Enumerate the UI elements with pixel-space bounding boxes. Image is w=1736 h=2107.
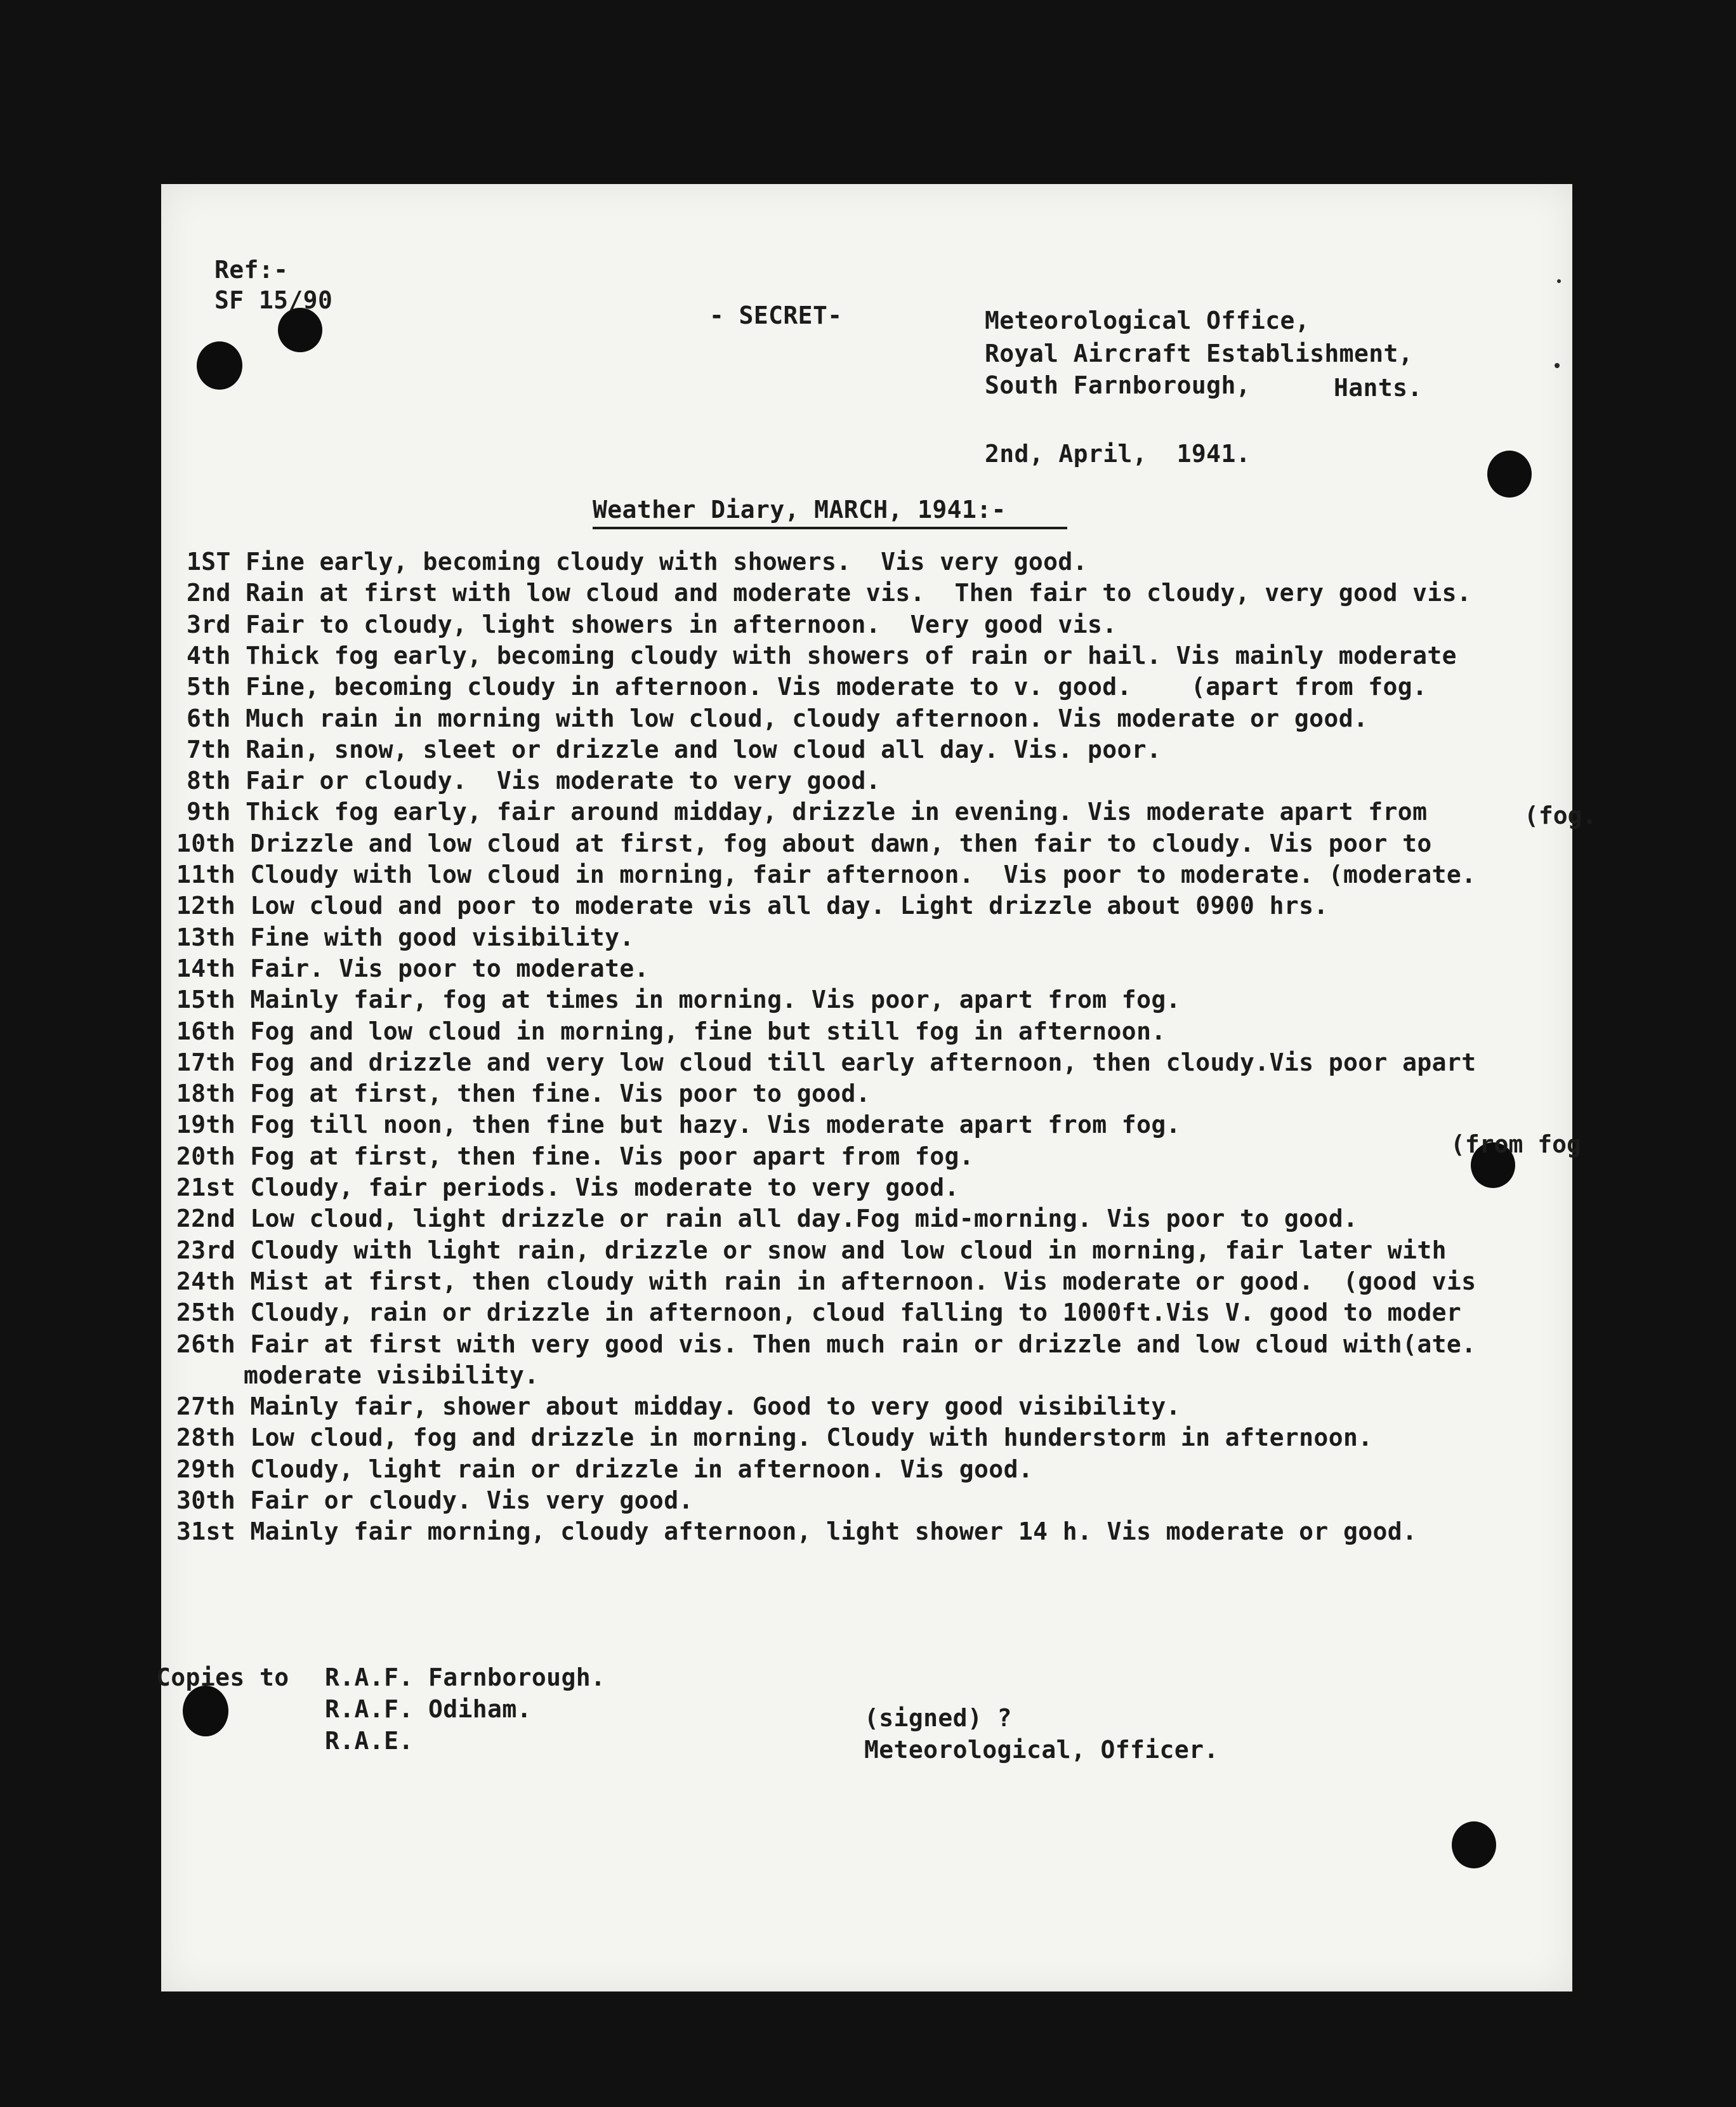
- copies-recipient: R.A.E.: [325, 1727, 414, 1755]
- diary-text: Low cloud and poor to moderate vis all day. Light drizzle about 0900 hrs.: [250, 892, 1329, 920]
- diary-text: Fog at first, then fine. Vis poor to good.: [250, 1080, 871, 1107]
- diary-text: Fair. Vis poor to moderate.: [250, 954, 649, 982]
- diary-text: Fine with good visibility.: [250, 923, 635, 951]
- diary-text: Mainly fair morning, cloudy afternoon, light shower 14 h. Vis moderate or good.: [250, 1517, 1417, 1545]
- diary-text: Low cloud, fog and drizzle in morning. Cloudy with hunderstorm in afternoon.: [250, 1423, 1373, 1451]
- diary-text: Fair to cloudy, light showers in afternoon. Very good vis.: [246, 611, 1117, 638]
- diary-day: 12th: [176, 892, 236, 920]
- copies-recipient: R.A.F. Odiham.: [325, 1695, 532, 1723]
- diary-entry: [176, 1144, 974, 1168]
- diary-text: Much rain in morning with low cloud, cloudy afternoon. Vis moderate or good.: [246, 704, 1369, 732]
- diary-day: 22nd: [176, 1205, 236, 1232]
- diary-text: Mainly fair, fog at times in morning. Vis poor, apart from fog.: [250, 986, 1181, 1014]
- address-line-2: Royal Aircraft Establishment,: [985, 340, 1414, 367]
- diary-entry: [176, 1332, 1476, 1356]
- diary-entry: [176, 862, 1476, 887]
- address-line-3-county: Hants.: [1334, 374, 1423, 402]
- diary-day: 16th: [176, 1017, 236, 1045]
- diary-day: 17th: [176, 1048, 236, 1076]
- diary-text: Fair or cloudy. Vis moderate to very good.: [246, 767, 881, 795]
- signature-title: Meteorological, Officer.: [864, 1736, 1219, 1764]
- diary-entry: [176, 1206, 1358, 1231]
- diary-text: Fog at first, then fine. Vis poor apart from fog.: [250, 1142, 975, 1170]
- diary-text: Mainly fair, shower about midday. Good to very good visibility.: [250, 1392, 1181, 1420]
- diary-text: Thick fog early, becoming cloudy with showers of rain or hail. Vis mainly moderate: [246, 642, 1457, 670]
- diary-entry: [176, 1488, 694, 1512]
- diary-text: Cloudy, fair periods. Vis moderate to very good.: [250, 1173, 959, 1201]
- diary-day: 5th: [187, 673, 231, 701]
- copies-label: Copies to: [156, 1663, 289, 1691]
- diary-entry: [176, 1394, 1181, 1418]
- diary-entry: [244, 1363, 539, 1387]
- diary-day: 21st: [176, 1173, 236, 1201]
- signature-mark: (signed) ?: [864, 1704, 1012, 1732]
- address-line-3-town: South Farnborough,: [985, 371, 1251, 399]
- address-line-1: Meteorological Office,: [985, 307, 1310, 334]
- diary-day: 28th: [176, 1423, 236, 1451]
- diary-entry: [176, 1425, 1373, 1450]
- diary-text: Fog till noon, then fine but hazy. Vis moderate apart from fog.: [250, 1111, 1181, 1139]
- diary-day: 2nd: [187, 579, 231, 607]
- diary-text: Fine early, becoming cloudy with showers. Vis very good.: [246, 548, 1088, 576]
- diary-entry: [176, 956, 649, 981]
- diary-entry: [187, 612, 1117, 637]
- letter-date: 2nd, April, 1941.: [985, 440, 1251, 468]
- diary-day: 4th: [187, 642, 231, 670]
- diary-day: 13th: [176, 923, 236, 951]
- diary-day: 10th: [176, 829, 236, 857]
- diary-entry: [176, 1050, 1476, 1074]
- diary-entry: [176, 1081, 871, 1106]
- diary-day: 24th: [176, 1267, 236, 1295]
- diary-day: 11th: [176, 861, 236, 888]
- diary-entry: [176, 987, 1181, 1012]
- diary-entry: [187, 675, 1427, 699]
- diary-text: Fog and low cloud in morning, fine but still fog in afternoon.: [250, 1017, 1166, 1045]
- diary-text: Drizzle and low cloud at first, fog about dawn, then fair to cloudy. Vis poor to: [250, 829, 1432, 857]
- diary-text: Low cloud, light drizzle or rain all day.Fog mid-morning. Vis poor to good.: [250, 1205, 1358, 1232]
- diary-day: 9th: [187, 798, 231, 826]
- diary-entry: [176, 1457, 1033, 1481]
- diary-entry: [176, 831, 1432, 855]
- diary-text: Fine, becoming cloudy in afternoon. Vis moderate to v. good. (apart from fog.: [246, 673, 1428, 701]
- diary-text: Fog and drizzle and very low cloud till early afternoon, then cloudy.Vis poor apart: [250, 1048, 1476, 1076]
- diary-text: Fair at first with very good vis. Then much rain or drizzle and low cloud with(ate.: [250, 1330, 1476, 1358]
- diary-entry: [176, 1019, 1166, 1043]
- diary-day: 8th: [187, 767, 231, 795]
- diary-day: 3rd: [187, 611, 231, 638]
- diary-entry: [176, 894, 1329, 918]
- diary-text: Fair or cloudy. Vis very good.: [250, 1486, 694, 1514]
- ref-label: Ref:-: [214, 256, 289, 284]
- page-title: Weather Diary, MARCH, 1941:-: [593, 496, 1006, 524]
- diary-day: 29th: [176, 1455, 236, 1483]
- diary-day: 1ST: [187, 548, 231, 576]
- diary-day: 15th: [176, 986, 236, 1014]
- diary-day: 18th: [176, 1080, 236, 1107]
- document-page: [156, 184, 1597, 1991]
- diary-entry: [176, 1269, 1476, 1293]
- diary-text: Cloudy with light rain, drizzle or snow and low cloud in morning, fair later with: [250, 1236, 1447, 1264]
- diary-day: 27th: [176, 1392, 236, 1420]
- classification-mark: - SECRET-: [709, 301, 843, 329]
- diary-day: 6th: [187, 704, 231, 732]
- diary-day: 20th: [176, 1142, 236, 1170]
- diary-day: 25th: [176, 1298, 236, 1326]
- diary-entry: [187, 737, 1161, 762]
- diary-entry: [187, 800, 1427, 824]
- diary-entry: [187, 550, 1088, 574]
- diary-entry: [187, 644, 1457, 668]
- diary-entry: [176, 1238, 1447, 1262]
- diary-entry: [176, 1175, 959, 1199]
- diary-entry: [176, 925, 635, 949]
- diary-text: Rain at first with low cloud and moderate vis. Then fair to cloudy, very good vis.: [246, 579, 1472, 607]
- diary-text: Cloudy, light rain or drizzle in afternoon. Vis good.: [250, 1455, 1034, 1483]
- diary-text: Mist at first, then cloudy with rain in afternoon. Vis moderate or good. (good vis: [250, 1267, 1476, 1295]
- diary-day: 14th: [176, 954, 236, 982]
- diary-day: 23rd: [176, 1236, 236, 1264]
- diary-entry: [187, 706, 1368, 730]
- diary-text: Cloudy with low cloud in morning, fair afternoon. Vis poor to moderate. (moderate.: [250, 861, 1476, 888]
- diary-day: 31st: [176, 1517, 236, 1545]
- diary-text: Thick fog early, fair around midday, drizzle in evening. Vis moderate apart from: [246, 798, 1428, 826]
- diary-day: 19th: [176, 1111, 236, 1139]
- ref-number: SF 15/90: [214, 286, 333, 314]
- diary-entry: [176, 1113, 1181, 1137]
- copies-recipient: R.A.F. Farnborough.: [325, 1663, 606, 1691]
- diary-entry: [176, 1300, 1461, 1324]
- diary-text: moderate visibility.: [244, 1361, 539, 1389]
- diary-day: 7th: [187, 736, 231, 763]
- diary-text: Rain, snow, sleet or drizzle and low cloud all day. Vis. poor.: [246, 736, 1162, 763]
- diary-text: Cloudy, rain or drizzle in afternoon, cloud falling to 1000ft.Vis V. good to moder: [250, 1298, 1462, 1326]
- diary-day: 26th: [176, 1330, 236, 1358]
- diary-entry: [187, 581, 1471, 605]
- margin-note-from-fog: (from fog: [1450, 1130, 1581, 1158]
- margin-note-fog: (fog.: [1524, 802, 1597, 829]
- diary-entry: [176, 1519, 1417, 1543]
- diary-day: 30th: [176, 1486, 236, 1514]
- diary-entry: [187, 769, 881, 793]
